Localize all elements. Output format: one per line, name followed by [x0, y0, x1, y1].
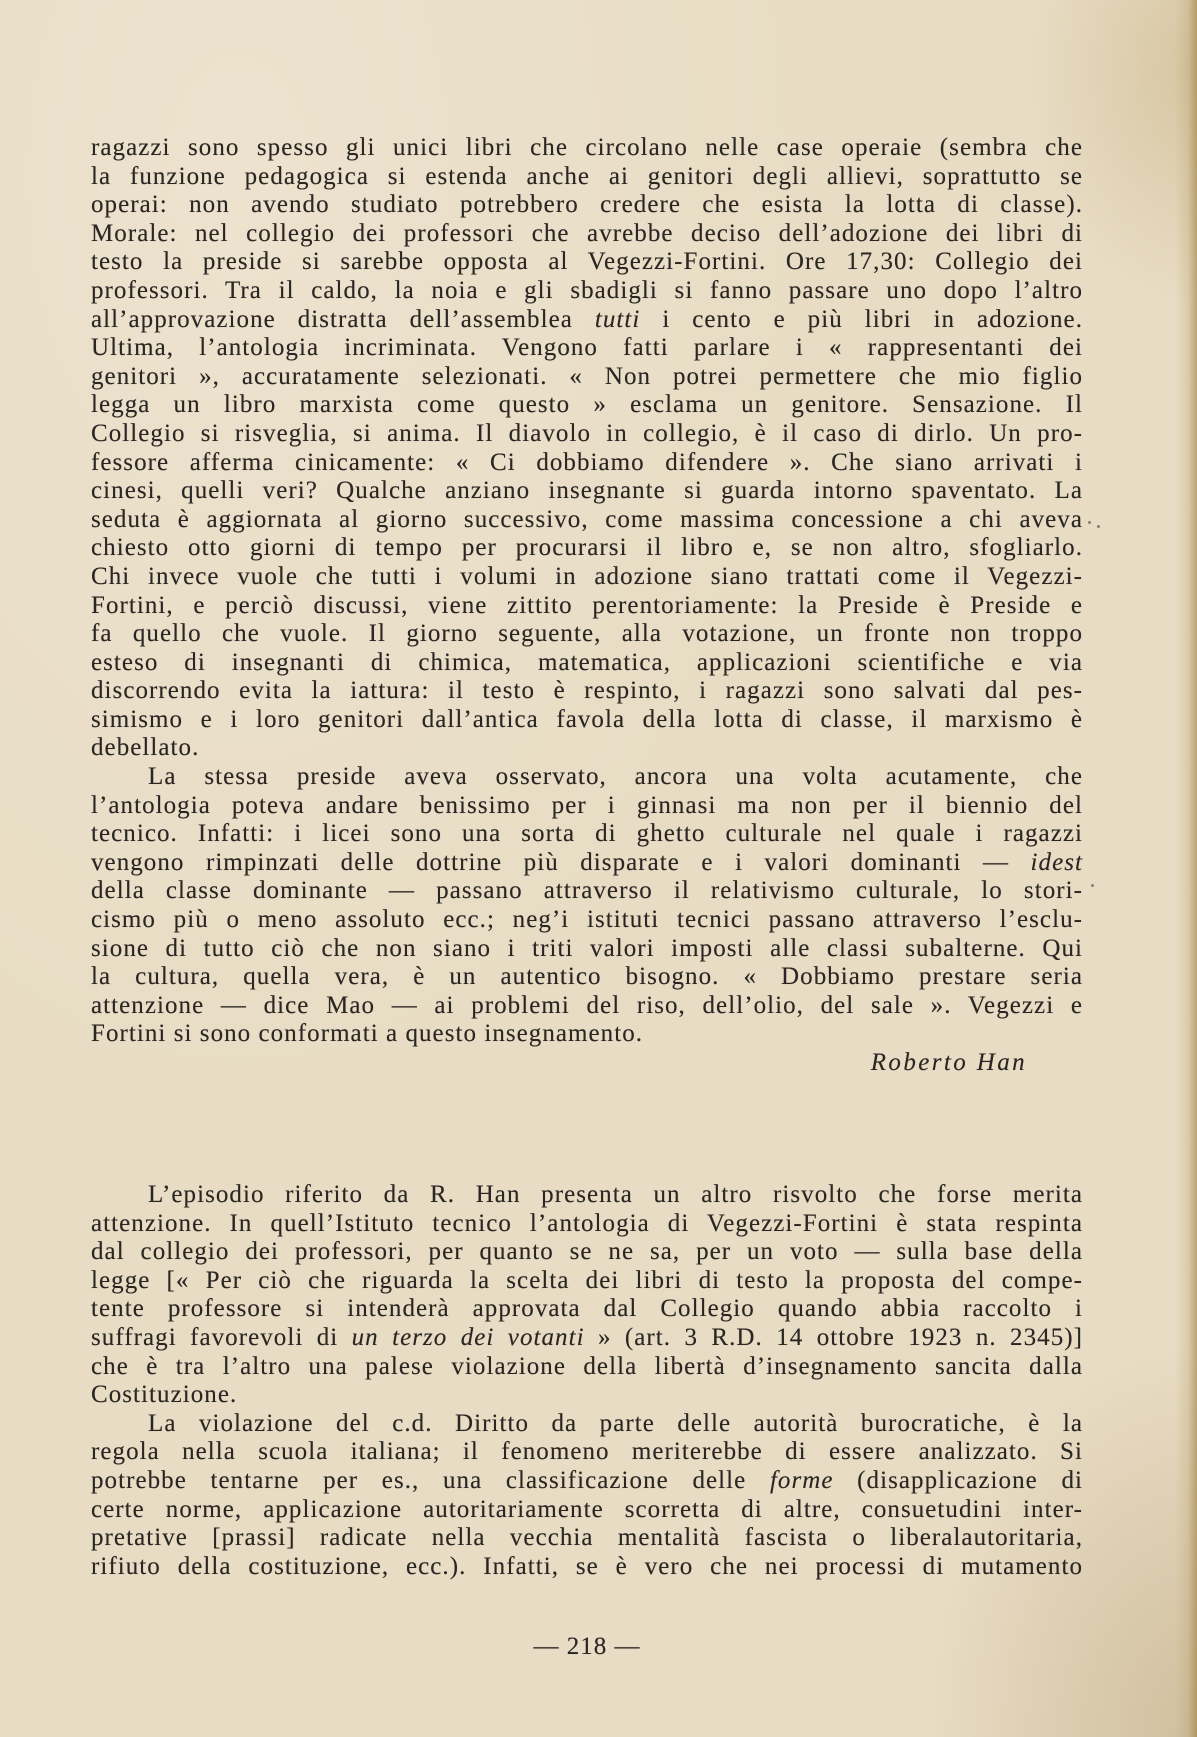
editorial-note — [91, 1181, 1083, 1581]
text-run: legge [« Per ciò che riguarda la scelta dei libri di testo la proposta del compe- — [91, 1266, 1083, 1294]
paragraph — [91, 1181, 1083, 1410]
text-run: i cento e più libri in adozione. — [640, 305, 1083, 333]
text-line — [91, 877, 1083, 906]
text-line — [91, 734, 1083, 763]
text-line — [91, 1295, 1083, 1324]
text-run: potrebbe tentarne per es., una classificazione delle — [91, 1466, 770, 1494]
text-run: Chi invece vuole che tutti i volumi in adozione siano trattati come il Vegezzi- — [91, 562, 1083, 590]
text-line — [91, 1496, 1083, 1525]
text-run: fa quello che vuole. Il giorno seguente, alla votazione, un fronte non troppo — [91, 620, 1083, 648]
text-line — [91, 1410, 1083, 1439]
text-run: seduta è aggiornata al giorno successivo, come massima concessione a chi aveva — [91, 505, 1083, 533]
text-run: che è tra l’altro una palese violazione della libertà d’insegnamento sancita dalla — [91, 1352, 1083, 1380]
text-run: attenzione — dice Mao — ai problemi del riso, dell’olio, del sale ». Vegezzi e — [91, 991, 1083, 1019]
text-line — [91, 1181, 1083, 1210]
text-run: L’episodio riferito da R. Han presenta un altro risvolto che forse merita — [148, 1181, 1083, 1208]
scan-speck — [1088, 521, 1091, 524]
text-line — [91, 649, 1083, 678]
text-run: Ultima, l’antologia incriminata. Vengono fatti parlare i « rappresentanti dei — [91, 334, 1083, 362]
text-run: certe norme, applicazione autoritariamente scorretta di altre, consuetudini inter- — [91, 1495, 1083, 1523]
text-line — [91, 963, 1083, 992]
text-line — [91, 1438, 1083, 1467]
text-line — [91, 563, 1083, 592]
text-line — [91, 592, 1083, 621]
text-run: (disapplicazione di — [833, 1466, 1083, 1494]
text-run: suffragi favorevoli di — [91, 1323, 352, 1351]
author-signature: Roberto Han — [870, 1049, 1027, 1076]
text-run: la cultura, quella vera, è un autentico bisogno. « Dobbiamo prestare seria — [91, 963, 1083, 991]
text-line — [91, 477, 1083, 506]
paragraph — [91, 134, 1083, 763]
text-line — [91, 1324, 1083, 1353]
text-run: ragazzi sono spesso gli unici libri che circolano nelle case operaie (sembra che — [91, 134, 1083, 161]
text-line — [91, 849, 1083, 878]
text-run: professori. Tra il caldo, la noia e gli sbadigli si fanno passare uno dopo l’altro — [91, 276, 1083, 304]
text-run: tecnico. Infatti: i licei sono una sorta di ghetto culturale nel quale i ragazzi — [91, 820, 1083, 848]
paragraph — [91, 763, 1083, 1049]
text-run: La stessa preside aveva osservato, ancora una volta acutamente, che — [148, 763, 1083, 791]
text-run: cismo più o meno assoluto ecc.; neg’i istituti tecnici passano attraverso l’esclu- — [91, 906, 1083, 934]
text-run: dal collegio dei professori, per quanto se ne sa, per un voto — sulla base della — [91, 1238, 1083, 1266]
text-run: la funzione pedagogica si estenda anche ai genitori degli allievi, soprattutto se — [91, 162, 1083, 190]
text-line — [91, 620, 1083, 649]
text-line — [91, 1524, 1083, 1553]
text-run: Collegio si risveglia, si anima. Il diavolo in collegio, è il caso di dirlo. Un pro- — [91, 419, 1083, 447]
text-run: della classe dominante — passano attraverso il relativismo culturale, lo stori- — [91, 877, 1083, 905]
text-run: regola nella scuola italiana; il fenomeno meriterebbe di essere analizzato. Si — [91, 1438, 1083, 1466]
text-run: rifiuto della costituzione, ecc.). Infatti, se è vero che nei processi di mutamento — [91, 1552, 1083, 1580]
text-line — [91, 1467, 1083, 1496]
scan-speck — [1097, 525, 1100, 528]
text-line — [91, 1020, 1083, 1049]
text-line — [91, 363, 1083, 392]
text-run: debellato. — [91, 734, 200, 762]
text-line — [91, 506, 1083, 535]
text-run: Costituzione. — [91, 1381, 238, 1409]
text-line — [91, 992, 1083, 1021]
text-line — [91, 906, 1083, 935]
text-line — [91, 449, 1083, 478]
text-line — [91, 191, 1083, 220]
text-line — [91, 763, 1083, 792]
text-line — [91, 1238, 1083, 1267]
emphasized-text: un terzo dei votanti — [351, 1323, 585, 1351]
text-run: La violazione del c.d. Diritto da parte delle autorità burocratiche, è la — [148, 1409, 1083, 1437]
text-line — [91, 1553, 1083, 1582]
article-body — [91, 134, 1083, 1049]
text-line — [91, 1381, 1083, 1410]
text-run: simismo e i loro genitori dall’antica favola della lotta di classe, il marxismo è — [91, 705, 1083, 733]
text-run: chiesto otto giorni di tempo per procurarsi il libro e, se non altro, sfogliarlo. — [91, 534, 1083, 562]
text-line — [91, 935, 1083, 964]
text-run: pretative [prassi] radicate nella vecchia mentalità fascista o liberalautoritaria, — [91, 1524, 1083, 1552]
emphasized-text: forme — [769, 1466, 834, 1494]
page-number: — 218 — — [533, 1633, 641, 1660]
text-run: vengono rimpinzati delle dottrine più disparate e i valori dominanti — — [91, 848, 1031, 876]
text-run: all’approvazione distratta dell’assemblea — [91, 305, 595, 333]
text-line — [91, 134, 1083, 163]
text-run: cinesi, quelli veri? Qualche anziano insegnante si guarda intorno spaventato. La — [91, 477, 1083, 505]
text-run: legga un libro marxista come questo » esclama un genitore. Sensazione. Il — [91, 391, 1083, 419]
text-line — [91, 820, 1083, 849]
text-run: l’antologia poteva andare benissimo per i ginnasi ma non per il biennio del — [91, 791, 1083, 819]
text-line — [91, 677, 1083, 706]
paragraph — [91, 1410, 1083, 1582]
text-line — [91, 420, 1083, 449]
text-line — [91, 1267, 1083, 1296]
text-line — [91, 248, 1083, 277]
text-line — [91, 391, 1083, 420]
text-line — [91, 163, 1083, 192]
scan-speck — [1091, 884, 1094, 887]
text-run: discorrendo evita la iattura: il testo è respinto, i ragazzi sono salvati dal pes- — [91, 677, 1083, 705]
text-run: Fortini si sono conformati a questo insegnamento. — [91, 1020, 644, 1048]
text-line — [91, 792, 1083, 821]
emphasized-text: tutti — [594, 305, 641, 333]
text-run: esteso di insegnanti di chimica, matematica, applicazioni scientifiche e via — [91, 648, 1083, 676]
text-run: Morale: nel collegio dei professori che avrebbe deciso dell’adozione dei libri di — [91, 219, 1083, 247]
text-line — [91, 1210, 1083, 1239]
text-line — [91, 706, 1083, 735]
text-run: attenzione. In quell’Istituto tecnico l’antologia di Vegezzi-Fortini è stata respinta — [91, 1209, 1083, 1237]
text-run: fessore afferma cinicamente: « Ci dobbiamo difendere ». Che siano arrivati i — [91, 448, 1083, 476]
text-run: Fortini, e perciò discussi, viene zittito perentoriamente: la Preside è Preside e — [91, 591, 1083, 619]
text-line — [91, 306, 1083, 335]
text-run: genitori », accuratamente selezionati. « Non potrei permettere che mio figlio — [91, 362, 1083, 390]
text-run: testo la preside si sarebbe opposta al Vegezzi-Fortini. Ore 17,30: Collegio dei — [91, 248, 1083, 276]
text-line — [91, 534, 1083, 563]
text-line — [91, 220, 1083, 249]
text-run: operai: non avendo studiato potrebbero credere che esista la lotta di classe). — [91, 191, 1083, 219]
emphasized-text: idest — [1030, 848, 1083, 876]
text-line — [91, 1353, 1083, 1382]
text-run: tente professore si intenderà approvata dal Collegio quando abbia raccolto i — [91, 1295, 1083, 1323]
text-run: sione di tutto ciò che non siano i triti valori imposti alle classi subalterne. Qui — [91, 934, 1083, 962]
text-run: » (art. 3 R.D. 14 ottobre 1923 n. 2345)] — [584, 1323, 1083, 1351]
text-line — [91, 277, 1083, 306]
text-line — [91, 334, 1083, 363]
